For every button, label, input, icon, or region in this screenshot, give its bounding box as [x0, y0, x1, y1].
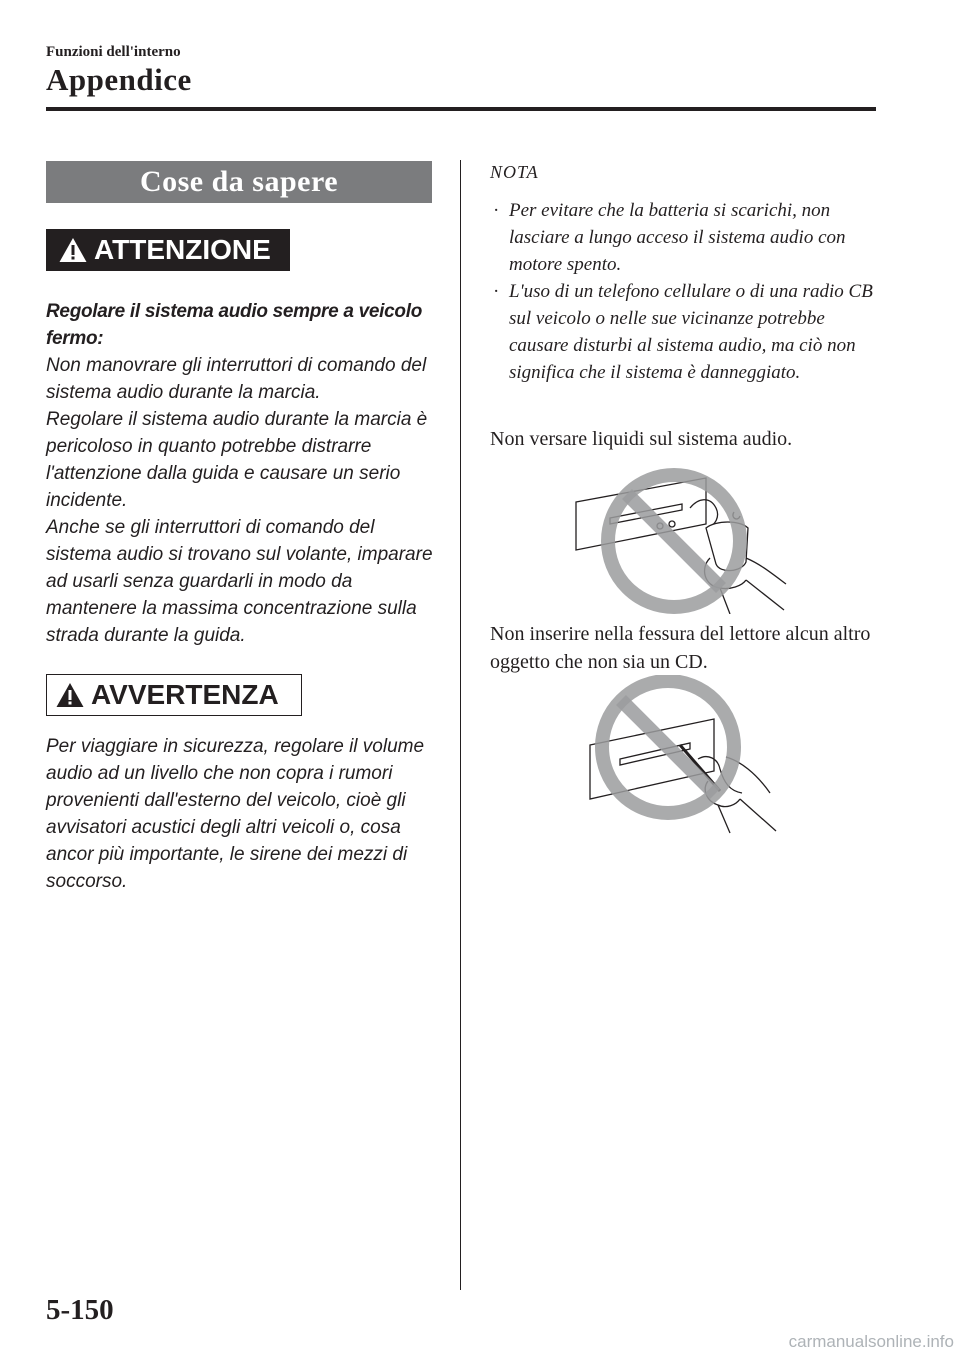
section-title: Funzioni dell'interno: [46, 44, 181, 60]
warning-label-text: AVVERTENZA: [91, 679, 279, 710]
instruction-no-liquids: Non versare liquidi sul sistema audio.: [490, 428, 793, 450]
warning-triangle-icon: [58, 236, 88, 264]
chapter-title: Appendice: [46, 62, 192, 97]
caution-text: [46, 298, 438, 649]
note-title: NOTA: [490, 162, 539, 182]
caution-lead: Regolare il sistema audio sempre a veicolo fermo:: [46, 301, 423, 349]
note-list: [490, 197, 880, 386]
column-divider: [460, 160, 461, 1290]
warning-triangle-icon: [55, 681, 85, 709]
header-rule: [46, 107, 876, 111]
caution-label: [46, 229, 290, 271]
section-banner: Cose da sapere: [46, 161, 432, 203]
caution-label-text: ATTENZIONE: [94, 234, 271, 265]
no-objects-illustration: [580, 675, 780, 835]
warning-paragraph: Per viaggiare in sicurezza, regolare il volume audio ad un livello che non copra i rumori provenienti dall'esterno del veicolo, cioè gli avvisatori acustici degli altri veicoli o, cosa ancor più importante, le sirene dei mezzi di soccorso.: [46, 736, 425, 892]
warning-label: [46, 674, 302, 716]
no-liquids-illustration: [570, 468, 790, 614]
watermark: carmanualsonline.info: [788, 1332, 954, 1351]
page-number: 5-150: [46, 1294, 114, 1326]
warning-text: [46, 733, 438, 895]
instruction-no-objects: Non inserire nella fessura del lettore alcun altro oggetto che non sia un CD.: [490, 623, 871, 673]
note-item: · L'uso di un telefono cellulare o di una radio CB sul veicolo o nelle sue vicinanze potrebbe causare disturbi al sistema audio, ma ciò non significa che il sistema è danneggiato.: [490, 278, 880, 386]
note-item: · Per evitare che la batteria si scarichi, non lasciare a lungo acceso il sistema audio con motore spento.: [490, 197, 880, 278]
caution-paragraph: Anche se gli interruttori di comando del sistema audio si trovano sul volante, imparare ad usarli senza guardarli in modo da mantenere la massima concentrazione sulla strada durante la guida.: [46, 517, 433, 646]
caution-paragraph: Non manovrare gli interruttori di comando del sistema audio durante la marcia.: [46, 355, 427, 403]
caution-paragraph: Regolare il sistema audio durante la marcia è pericoloso in quanto potrebbe distrarre l'attenzione dalla guida e causare un serio incidente.: [46, 409, 428, 511]
